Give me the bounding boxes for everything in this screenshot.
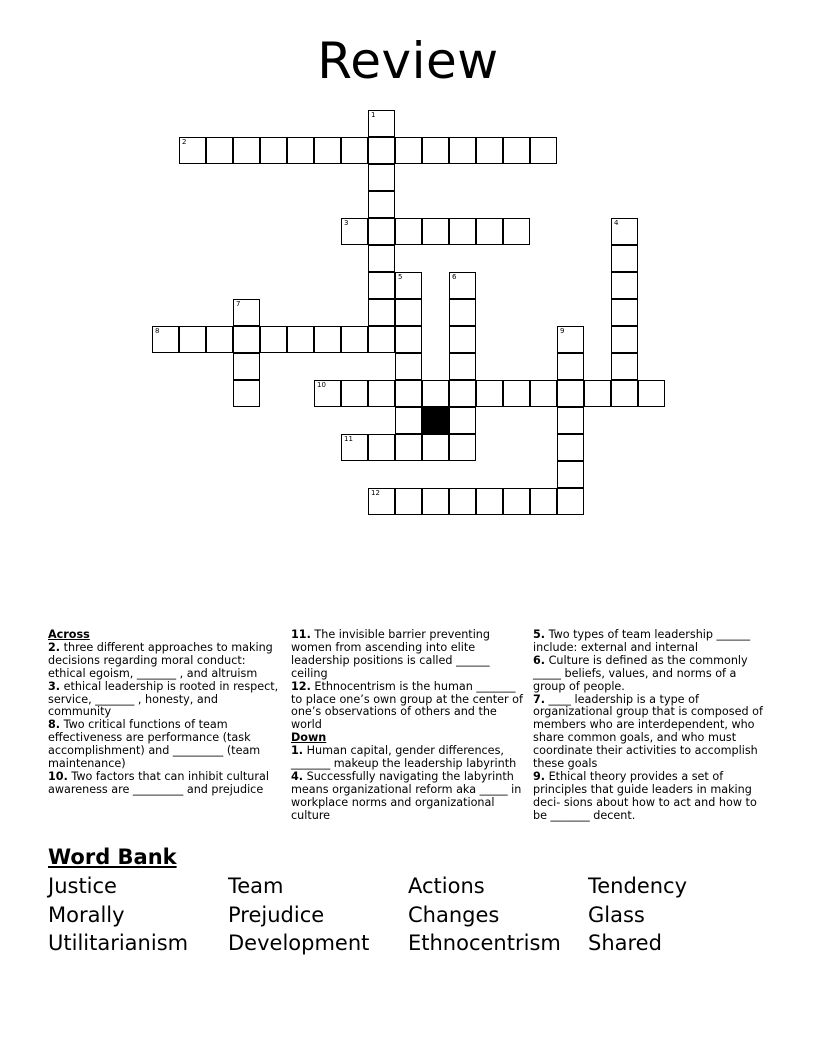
grid-cell[interactable] bbox=[314, 380, 341, 407]
grid-cell[interactable] bbox=[530, 488, 557, 515]
word-bank-word: Justice bbox=[48, 874, 117, 898]
grid-cell[interactable] bbox=[260, 326, 287, 353]
grid-cell[interactable] bbox=[368, 380, 395, 407]
clue bbox=[291, 771, 527, 823]
grid-cell[interactable] bbox=[422, 137, 449, 164]
clue-number: 12 bbox=[371, 489, 380, 497]
grid-cell[interactable] bbox=[395, 434, 422, 461]
grid-cell[interactable] bbox=[233, 353, 260, 380]
clue-column-3 bbox=[533, 629, 769, 823]
grid-block bbox=[422, 407, 449, 434]
down-heading: Down bbox=[291, 731, 327, 745]
grid-cell[interactable] bbox=[449, 353, 476, 380]
clue-number: 2 bbox=[182, 138, 187, 146]
grid-cell[interactable] bbox=[449, 488, 476, 515]
grid-cell[interactable] bbox=[395, 380, 422, 407]
clue-number: 8 bbox=[155, 327, 160, 335]
clue-text: Ethical theory provides a set of principles that guide leaders in making deci- sions about how to act and how to be _______ decent. bbox=[533, 769, 757, 822]
clue-number: 11 bbox=[344, 435, 353, 443]
clue-number: 1 bbox=[371, 111, 376, 119]
grid-cell[interactable] bbox=[206, 137, 233, 164]
grid-cell[interactable] bbox=[152, 326, 179, 353]
grid-cell[interactable] bbox=[584, 380, 611, 407]
clue-number: 3. bbox=[48, 679, 61, 693]
grid-cell[interactable] bbox=[557, 488, 584, 515]
grid-cell[interactable] bbox=[206, 326, 233, 353]
grid-cell[interactable] bbox=[341, 137, 368, 164]
grid-cell[interactable] bbox=[503, 218, 530, 245]
clue-text: Two types of team leadership ______ include: external and internal bbox=[533, 628, 751, 654]
grid-cell[interactable] bbox=[341, 380, 368, 407]
grid-cell[interactable] bbox=[557, 326, 584, 353]
grid-cell[interactable] bbox=[179, 137, 206, 164]
grid-cell[interactable] bbox=[449, 407, 476, 434]
word-bank-word: Changes bbox=[408, 903, 500, 927]
grid-cell[interactable] bbox=[449, 137, 476, 164]
grid-cell[interactable] bbox=[314, 326, 341, 353]
grid-cell[interactable] bbox=[368, 137, 395, 164]
grid-cell[interactable] bbox=[233, 137, 260, 164]
clue-number: 7 bbox=[236, 300, 241, 308]
clue-number: 6. bbox=[533, 653, 546, 667]
grid-cell[interactable] bbox=[449, 326, 476, 353]
clue-text: three different approaches to making decisions regarding moral conduct: ethical egoism, _______ , and altruism bbox=[48, 640, 273, 680]
grid-cell[interactable] bbox=[449, 380, 476, 407]
clue-number: 7. bbox=[533, 692, 546, 706]
grid-cell[interactable] bbox=[368, 245, 395, 272]
clue-number: 10. bbox=[48, 769, 68, 783]
clue bbox=[48, 642, 284, 681]
grid-cell[interactable] bbox=[341, 218, 368, 245]
grid-cell[interactable] bbox=[611, 380, 638, 407]
word-bank-word: Glass bbox=[588, 903, 645, 927]
grid-cell[interactable] bbox=[233, 380, 260, 407]
clue-column-2 bbox=[291, 629, 527, 823]
grid-cell[interactable] bbox=[368, 110, 395, 137]
grid-cell[interactable] bbox=[368, 164, 395, 191]
grid-cell[interactable] bbox=[422, 380, 449, 407]
grid-cell[interactable] bbox=[476, 137, 503, 164]
clue bbox=[48, 681, 284, 720]
grid-cell[interactable] bbox=[530, 380, 557, 407]
clue bbox=[291, 681, 527, 733]
grid-cell[interactable] bbox=[611, 272, 638, 299]
grid-cell[interactable] bbox=[476, 380, 503, 407]
grid-cell[interactable] bbox=[449, 272, 476, 299]
grid-cell[interactable] bbox=[395, 488, 422, 515]
clue-number: 1. bbox=[291, 744, 304, 758]
grid-cell[interactable] bbox=[557, 434, 584, 461]
word-bank-word: Shared bbox=[588, 931, 662, 955]
grid-cell[interactable] bbox=[422, 434, 449, 461]
grid-cell[interactable] bbox=[395, 407, 422, 434]
grid-cell[interactable] bbox=[611, 326, 638, 353]
word-bank-word: Tendency bbox=[588, 874, 688, 898]
clue-text: Successfully navigating the labyrinth means organizational reform aka _____ in workplace norms and organizational culture bbox=[291, 769, 522, 822]
grid-cell[interactable] bbox=[476, 488, 503, 515]
word-bank-word: Development bbox=[228, 931, 370, 955]
grid-cell[interactable] bbox=[395, 218, 422, 245]
clue-number: 2. bbox=[48, 640, 61, 654]
clue-number: 6 bbox=[452, 273, 457, 281]
word-bank-word: Actions bbox=[408, 874, 485, 898]
clue-number: 4 bbox=[614, 219, 619, 227]
word-bank-title: Word Bank bbox=[48, 845, 177, 869]
grid-cell[interactable] bbox=[395, 137, 422, 164]
grid-cell[interactable] bbox=[179, 326, 206, 353]
grid-cell[interactable] bbox=[368, 191, 395, 218]
across-heading: Across bbox=[48, 628, 90, 641]
clue-text: Two critical functions of team effectiveness are performance (task accomplishment) and _________ (team maintenance) bbox=[48, 718, 261, 771]
grid-cell[interactable] bbox=[422, 218, 449, 245]
grid-cell[interactable] bbox=[476, 218, 503, 245]
grid-cell[interactable] bbox=[368, 218, 395, 245]
grid-cell[interactable] bbox=[368, 488, 395, 515]
clue-number: 3 bbox=[344, 219, 349, 227]
page-title: Review bbox=[317, 32, 499, 90]
clue-text: Culture is defined as the commonly _____ beliefs, values, and norms of a group of people. bbox=[533, 653, 748, 693]
grid-cell[interactable] bbox=[530, 137, 557, 164]
clue bbox=[48, 771, 284, 797]
grid-cell[interactable] bbox=[260, 137, 287, 164]
clue-text: Ethnocentrism is the human _______ to place one’s own group at the center of one’s observations of others and the world bbox=[291, 679, 523, 732]
word-bank-word: Prejudice bbox=[228, 903, 325, 927]
grid-cell[interactable] bbox=[503, 380, 530, 407]
clue-number: 8. bbox=[48, 718, 61, 732]
grid-cell[interactable] bbox=[287, 326, 314, 353]
grid-cell[interactable] bbox=[611, 299, 638, 326]
clue-text: ____ leadership is a type of organizational group that is composed of members who are interdependent, who share common goals, and who must coordinate their activities to accomplish these goals bbox=[533, 692, 763, 771]
grid-cell[interactable] bbox=[395, 353, 422, 380]
grid-cell[interactable] bbox=[395, 272, 422, 299]
grid-cell[interactable] bbox=[449, 434, 476, 461]
clue-text: Two factors that can inhibit cultural awareness are _________ and prejudice bbox=[48, 769, 269, 796]
clue bbox=[533, 771, 769, 823]
grid-cell[interactable] bbox=[503, 137, 530, 164]
clue-number: 5. bbox=[533, 628, 546, 641]
clue-text: ethical leadership is rooted in respect, service, _______ , honesty, and community bbox=[48, 679, 279, 719]
clue-number: 10 bbox=[317, 381, 326, 389]
grid-cell[interactable] bbox=[449, 299, 476, 326]
word-bank-word: Team bbox=[228, 874, 284, 898]
grid-cell[interactable] bbox=[611, 245, 638, 272]
clue-text: The invisible barrier preventing women from ascending into elite leadership positions is called ______ ceiling bbox=[291, 628, 490, 680]
grid-cell[interactable] bbox=[368, 299, 395, 326]
clue bbox=[291, 629, 527, 681]
grid-cell[interactable] bbox=[395, 299, 422, 326]
grid-cell[interactable] bbox=[557, 353, 584, 380]
grid-cell[interactable] bbox=[638, 380, 665, 407]
clue-number: 5 bbox=[398, 273, 403, 281]
clue bbox=[533, 655, 769, 694]
grid-cell[interactable] bbox=[557, 380, 584, 407]
grid-cell[interactable] bbox=[449, 218, 476, 245]
grid-cell[interactable] bbox=[287, 137, 314, 164]
grid-cell[interactable] bbox=[557, 407, 584, 434]
grid-cell[interactable] bbox=[233, 299, 260, 326]
clue-number: 11. bbox=[291, 628, 311, 641]
grid-cell[interactable] bbox=[368, 272, 395, 299]
grid-cell[interactable] bbox=[368, 326, 395, 353]
grid-cell[interactable] bbox=[611, 353, 638, 380]
word-bank-word: Utilitarianism bbox=[48, 931, 189, 955]
clue-number: 9 bbox=[560, 327, 565, 335]
clue-number: 12. bbox=[291, 679, 311, 693]
grid-cell[interactable] bbox=[557, 461, 584, 488]
clue-column-1 bbox=[48, 629, 284, 797]
clue-number: 4. bbox=[291, 769, 304, 783]
grid-cell[interactable] bbox=[503, 488, 530, 515]
clue-number: 9. bbox=[533, 769, 546, 783]
grid-cell[interactable] bbox=[368, 434, 395, 461]
word-bank-word: Morally bbox=[48, 903, 125, 927]
grid-cell[interactable] bbox=[341, 434, 368, 461]
grid-cell[interactable] bbox=[611, 218, 638, 245]
grid-cell[interactable] bbox=[395, 326, 422, 353]
clue-text: Human capital, gender differences, _______ makeup the leadership labyrinth bbox=[291, 744, 517, 771]
grid-cell[interactable] bbox=[314, 137, 341, 164]
grid-cell[interactable] bbox=[422, 488, 449, 515]
grid-cell[interactable] bbox=[341, 326, 368, 353]
clue bbox=[48, 719, 284, 771]
grid-cell[interactable] bbox=[233, 326, 260, 353]
clue bbox=[291, 745, 527, 771]
clue bbox=[533, 694, 769, 771]
word-bank-word: Ethnocentrism bbox=[408, 931, 561, 955]
clue bbox=[533, 629, 769, 655]
